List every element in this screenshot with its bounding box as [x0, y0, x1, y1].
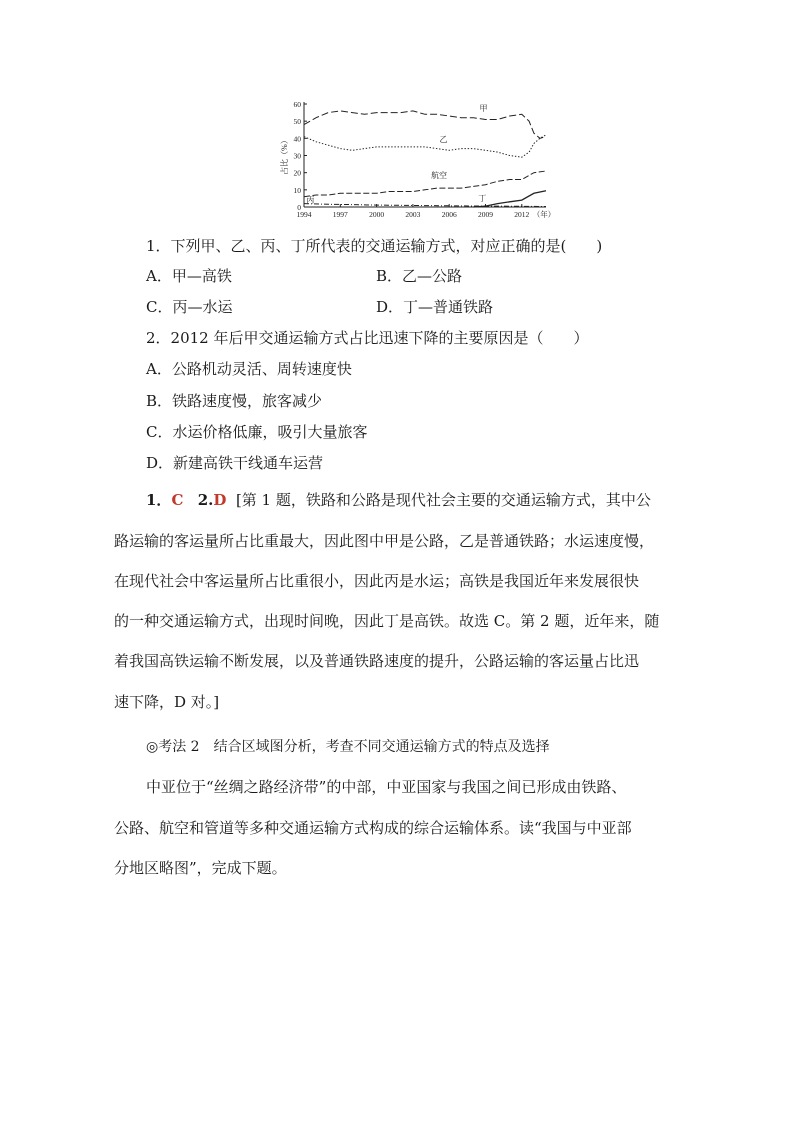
section-paragraph-line-2: 公路、航空和管道等多种交通运输方式构成的综合运输体系。读“我国与中亚部	[114, 819, 632, 837]
y-tick-label: 10	[293, 185, 301, 195]
x-tick-label: 2000	[369, 210, 385, 219]
x-tick-label: 1997	[332, 210, 348, 219]
x-tick-label: 2009	[478, 210, 493, 219]
explanation-line-6: 速下降，D 对。]	[114, 693, 220, 711]
series-line-甲	[304, 111, 546, 138]
answer-line-1	[146, 490, 651, 510]
series-line-航空	[304, 171, 546, 197]
explanation-line-2: 路运输的客运量所占比重最大，因此图中甲是公路，乙是普通铁路；水运速度慢，	[114, 532, 655, 550]
explanation-line-3: 在现代社会中客运量所占比重很小，因此丙是水运；高铁是我国近年来发展很快	[114, 572, 640, 590]
y-axis-label: 占比（%）	[280, 136, 289, 175]
series-label-丁: 丁	[478, 193, 487, 203]
q2-option-b: B．铁路速度慢，旅客减少	[146, 392, 323, 410]
q2-stem: 2．2012 年后甲交通运输方式占比迅速下降的主要原因是（ ）	[146, 329, 589, 347]
y-tick-label: 40	[293, 134, 301, 144]
y-tick-label: 20	[293, 168, 301, 178]
y-tick-label: 50	[293, 117, 301, 127]
x-axis-unit: （年）	[532, 210, 556, 219]
transport-share-line-chart	[272, 96, 558, 222]
y-tick-label: 0	[297, 203, 301, 212]
section-paragraph-line-1: 中亚位于“丝绸之路经济带”的中部，中亚国家与我国之间已形成由铁路、	[146, 778, 627, 796]
x-tick-label: 1994	[296, 210, 312, 219]
q1-option-a: A．甲—高铁	[146, 267, 232, 285]
answer-num-1: 1．	[146, 491, 172, 509]
x-tick-label: 2003	[405, 210, 421, 219]
y-tick-label: 60	[293, 100, 301, 109]
series-label-丙: 丙	[306, 195, 315, 205]
answer-2: D	[213, 491, 227, 509]
section-title: ◎考法 2 结合区域图分析，考查不同交通运输方式的特点及选择	[146, 739, 550, 755]
x-tick-label: 2006	[441, 210, 457, 219]
series-label-航空: 航空	[431, 170, 448, 180]
series-label-乙: 乙	[439, 134, 448, 144]
explanation-line-4: 的一种交通运输方式，出现时间晚，因此丁是高铁。故选 C。第 2 题，近年来，随	[114, 612, 660, 630]
section-paragraph-line-3: 分地区略图”，完成下题。	[114, 859, 287, 877]
q1-option-d: D．丁—普通铁路	[376, 298, 494, 316]
answer-num-2: 2.	[197, 491, 214, 509]
answer-1: C	[171, 491, 184, 509]
series-label-甲: 甲	[479, 103, 488, 113]
x-tick-label: 2012	[514, 210, 530, 219]
explanation-line-5: 着我国高铁运输不断发展，以及普通铁路速度的提升，公路运输的客运量占比迅	[114, 652, 640, 670]
q1-option-b: B．乙—公路	[376, 267, 463, 285]
q2-option-c: C．水运价格低廉，吸引大量旅客	[146, 423, 368, 441]
q2-option-d: D．新建高铁干线通车运营	[146, 454, 324, 472]
explanation-text-1: [第 1 题，铁路和公路是现代社会主要的交通运输方式，其中公	[235, 491, 651, 509]
q1-stem: 1．下列甲、乙、丙、丁所代表的交通运输方式，对应正确的是( )	[146, 237, 603, 255]
q1-option-c: C．丙—水运	[146, 298, 233, 316]
series-line-乙	[304, 135, 546, 157]
y-tick-label: 30	[293, 151, 301, 161]
q2-option-a: A．公路机动灵活、周转速度快	[146, 360, 352, 378]
